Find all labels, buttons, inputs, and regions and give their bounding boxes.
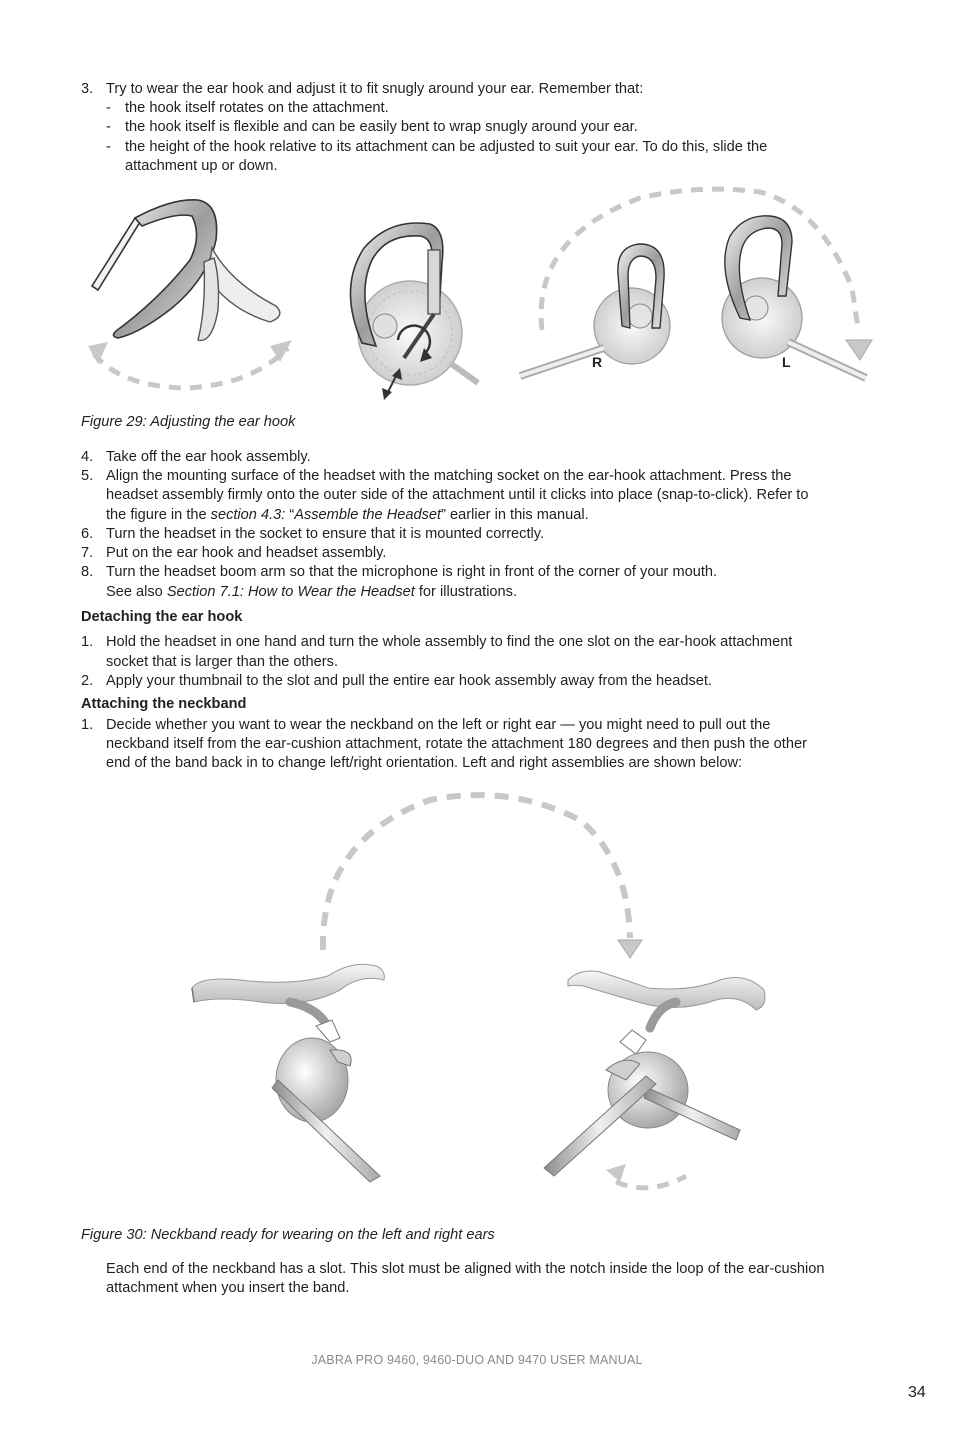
ear-hook-figure: [80, 178, 880, 406]
step-text: Align the mounting surface of the headset with the matching socket on the ear-hook attachment. Press the: [106, 468, 792, 484]
bullet-text: attachment up or down.: [125, 158, 278, 174]
figure-caption: Figure 29: Adjusting the ear hook: [81, 414, 296, 430]
step-number: 7.: [81, 545, 94, 561]
left-right-hooks-illustration: [520, 189, 872, 378]
step-text: Turn the headset in the socket to ensure that it is mounted correctly.: [106, 526, 545, 542]
step-text: Turn the headset boom arm so that the microphone is right in front of the corner of your mouth.: [106, 564, 718, 580]
step-text: Try to wear the ear hook and adjust it to fit snugly around your ear. Remember that:: [106, 81, 644, 97]
step-text: end of the band back in to change left/right orientation. Left and right assemblies are shown below:: [106, 755, 743, 771]
bullet-text: the hook itself rotates on the attachment.: [125, 100, 389, 116]
bullet-dash: -: [106, 100, 111, 116]
step-number: 3.: [81, 81, 94, 97]
section-heading: Detaching the ear hook: [81, 609, 243, 625]
step-text: headset assembly firmly onto the outer side of the attachment until it clicks into place (snap-to-click). Refer to: [106, 487, 809, 503]
left-assembly-illustration: [192, 964, 384, 1182]
step-text-with-reference: the figure in the section 4.3: “Assemble the Headset” earlier in this manual.: [106, 507, 589, 523]
paragraph-line: attachment when you insert the band.: [106, 1280, 350, 1296]
neckband-figure: [180, 780, 780, 1200]
step-number: 2.: [81, 673, 94, 689]
figure-caption: Figure 30: Neckband ready for wearing on the left and right ears: [81, 1227, 495, 1243]
step-text: Decide whether you want to wear the neckband on the left or right ear — you might need to pull out the: [106, 717, 771, 733]
step-text: Take off the ear hook assembly.: [106, 449, 311, 465]
step-number: 4.: [81, 449, 94, 465]
step-text: socket that is larger than the others.: [106, 654, 339, 670]
bullet-dash: -: [106, 119, 111, 135]
right-assembly-illustration: [544, 971, 765, 1188]
paragraph-line: Each end of the neckband has a slot. This slot must be aligned with the notch inside the loop of the ear-cushion: [106, 1261, 825, 1277]
rotating-hook-illustration: [350, 223, 478, 400]
bullet-text: the height of the hook relative to its attachment can be adjusted to suit your ear. To do this, slide the: [125, 139, 768, 155]
right-label: R: [592, 354, 603, 370]
step-text: Put on the ear hook and headset assembly.: [106, 545, 387, 561]
left-label: L: [782, 354, 791, 370]
step-text-with-reference: See also Section 7.1: How to Wear the Headset for illustrations.: [106, 584, 518, 600]
step-number: 1.: [81, 634, 94, 650]
step-text: neckband itself from the ear-cushion attachment, rotate the attachment 180 degrees and then push the other: [106, 736, 807, 752]
section-heading: Attaching the neckband: [81, 696, 247, 712]
step-number: 1.: [81, 717, 94, 733]
bullet-dash: -: [106, 139, 111, 155]
step-number: 6.: [81, 526, 94, 542]
step-text: Hold the headset in one hand and turn the whole assembly to find the one slot on the ear-hook attachment: [106, 634, 793, 650]
step-number: 8.: [81, 564, 94, 580]
step-text: Apply your thumbnail to the slot and pull the entire ear hook assembly away from the headset.: [106, 673, 712, 689]
flexible-hook-illustration: [88, 200, 292, 388]
bullet-text: the hook itself is flexible and can be easily bent to wrap snugly around your ear.: [125, 119, 638, 135]
page-number: 34: [908, 1384, 926, 1401]
footer-title: JABRA PRO 9460, 9460-DUO AND 9470 USER MANUAL: [311, 1353, 643, 1367]
step-number: 5.: [81, 468, 94, 484]
